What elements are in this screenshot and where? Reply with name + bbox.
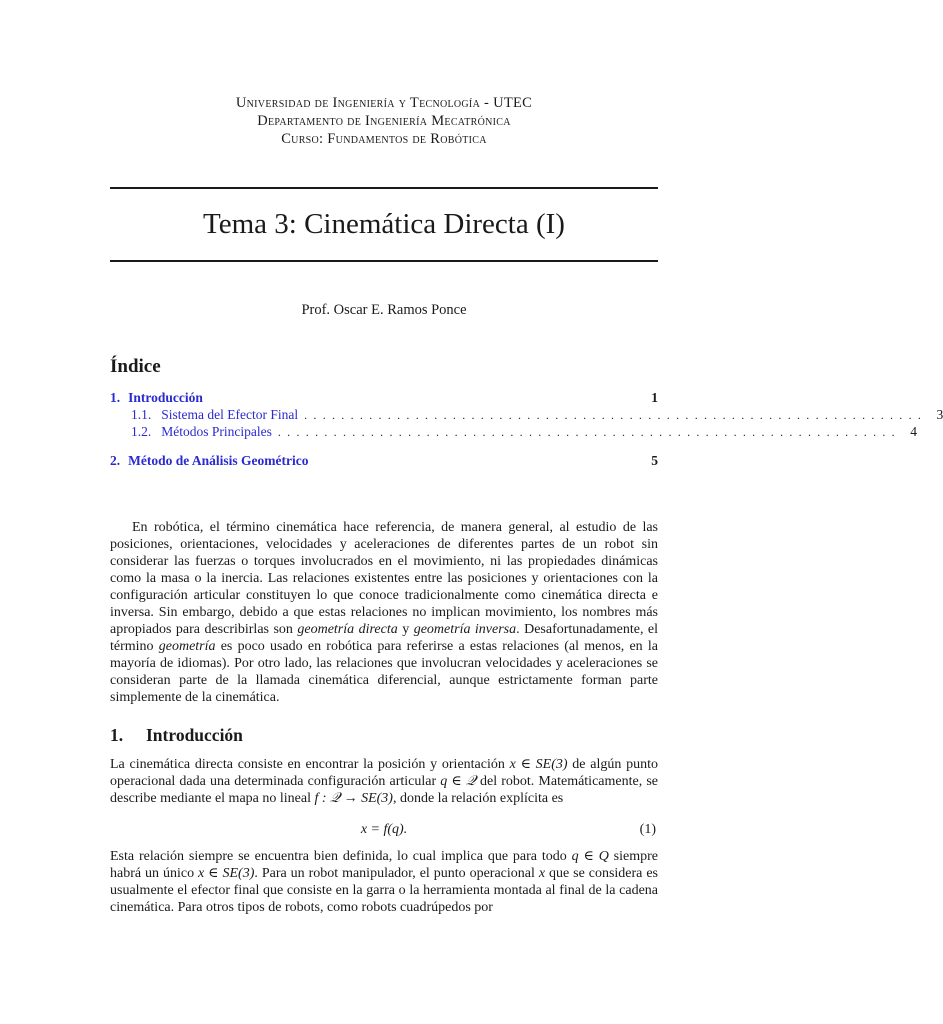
toc-entry-metodo-analisis-geometrico[interactable] — [110, 452, 658, 470]
toc-link[interactable]: 1.2. Métodos Principales — [131, 424, 272, 439]
paragraph-text: La cinemática directa consiste en encontrar la posición y orientación x ∈ SE(3) de algún punto operacional dada una determinada configuración articular q ∈ 𝒬 del robot. Matemáticamente, se describe mediante el mapa no lineal f : 𝒬 → SE(3), donde la relación explícita es — [110, 757, 659, 806]
section1-paragraph-1 — [110, 756, 658, 807]
toc-link[interactable]: 2. Método de Análisis Geométrico — [110, 453, 309, 468]
department-name: Departamento de Ingeniería Mecatrónica — [257, 113, 511, 129]
section-heading-introduccion: 1. Introducción — [110, 725, 243, 745]
toc-leader-dots: ................................................................... — [304, 408, 928, 422]
author-name: Prof. Oscar E. Ramos Ponce — [301, 302, 467, 318]
toc-entry-introduccion[interactable] — [110, 389, 658, 407]
title-rule-bottom — [110, 260, 658, 262]
toc-link[interactable]: 1. Introducción — [110, 390, 203, 405]
paragraph-text: En robótica, el término cinemática hace referencia, de manera general, al estudio de las posiciones, orientaciones, velocidades y aceleraciones de diferentes partes de un robot sin considerar las fuerzas o torques involucrados en el movimiento, ni las propiedades dinámicas como la masa o la inercia. Las relaciones existentes entre las posiciones y orientaciones con la configuración articular constituyen lo que conoce tradicionalmente como cinemática directa e inversa. Sin embargo, debido a que estas relaciones no implican movimiento, los nombres más apropiados para describirlas son geometría directa y geometría inversa. Desafortunadamente, el término geometría es poco usado en robótica para referirse a estas relaciones (al menos, en la mayoría de idiomas). Por otro lado, las relaciones que involucran velocidades y aceleraciones se consideran parte de la llamada cinemática diferencial, aunque estrictamente forman parte simplemente de la cinemática. — [110, 520, 659, 705]
title-rule-top — [110, 187, 658, 189]
toc-leader-dots: ................................................................... — [277, 425, 901, 439]
course-name: Curso: Fundamentos de Robótica — [281, 131, 487, 147]
toc-page-number: 5 — [651, 453, 658, 468]
toc-page-number: 3 — [936, 407, 943, 422]
toc-page-number: 4 — [910, 424, 917, 439]
toc-entry-sistema-efector-final[interactable] — [110, 406, 943, 424]
institution-header — [0, 94, 768, 148]
equation-1 — [110, 821, 658, 839]
toc-link[interactable]: 1.1. Sistema del Efector Final — [131, 407, 299, 422]
university-name: Universidad de Ingeniería y Tecnología - UTEC — [235, 95, 533, 111]
toc-page-number: 1 — [651, 390, 658, 405]
intro-paragraph — [110, 519, 658, 706]
equation-number: (1) — [639, 822, 656, 837]
toc-heading: Índice — [110, 356, 161, 377]
document-title: Tema 3: Cinemática Directa (I) — [203, 208, 565, 240]
equation-expression: x = f(q). — [360, 822, 408, 837]
toc-entry-metodos-principales[interactable] — [110, 423, 917, 441]
paragraph-text: Esta relación siempre se encuentra bien definida, lo cual implica que para todo q ∈ Q siempre habrá un único x ∈ SE(3). Para un robot manipulador, el punto operacional x que se considera es usualmente el efector final que consiste en la garra o la herramienta montada al final de la cadena cinemática. Para otros tipos de robots, como robots cuadrúpedos por — [110, 849, 658, 915]
section1-paragraph-2 — [110, 848, 658, 916]
